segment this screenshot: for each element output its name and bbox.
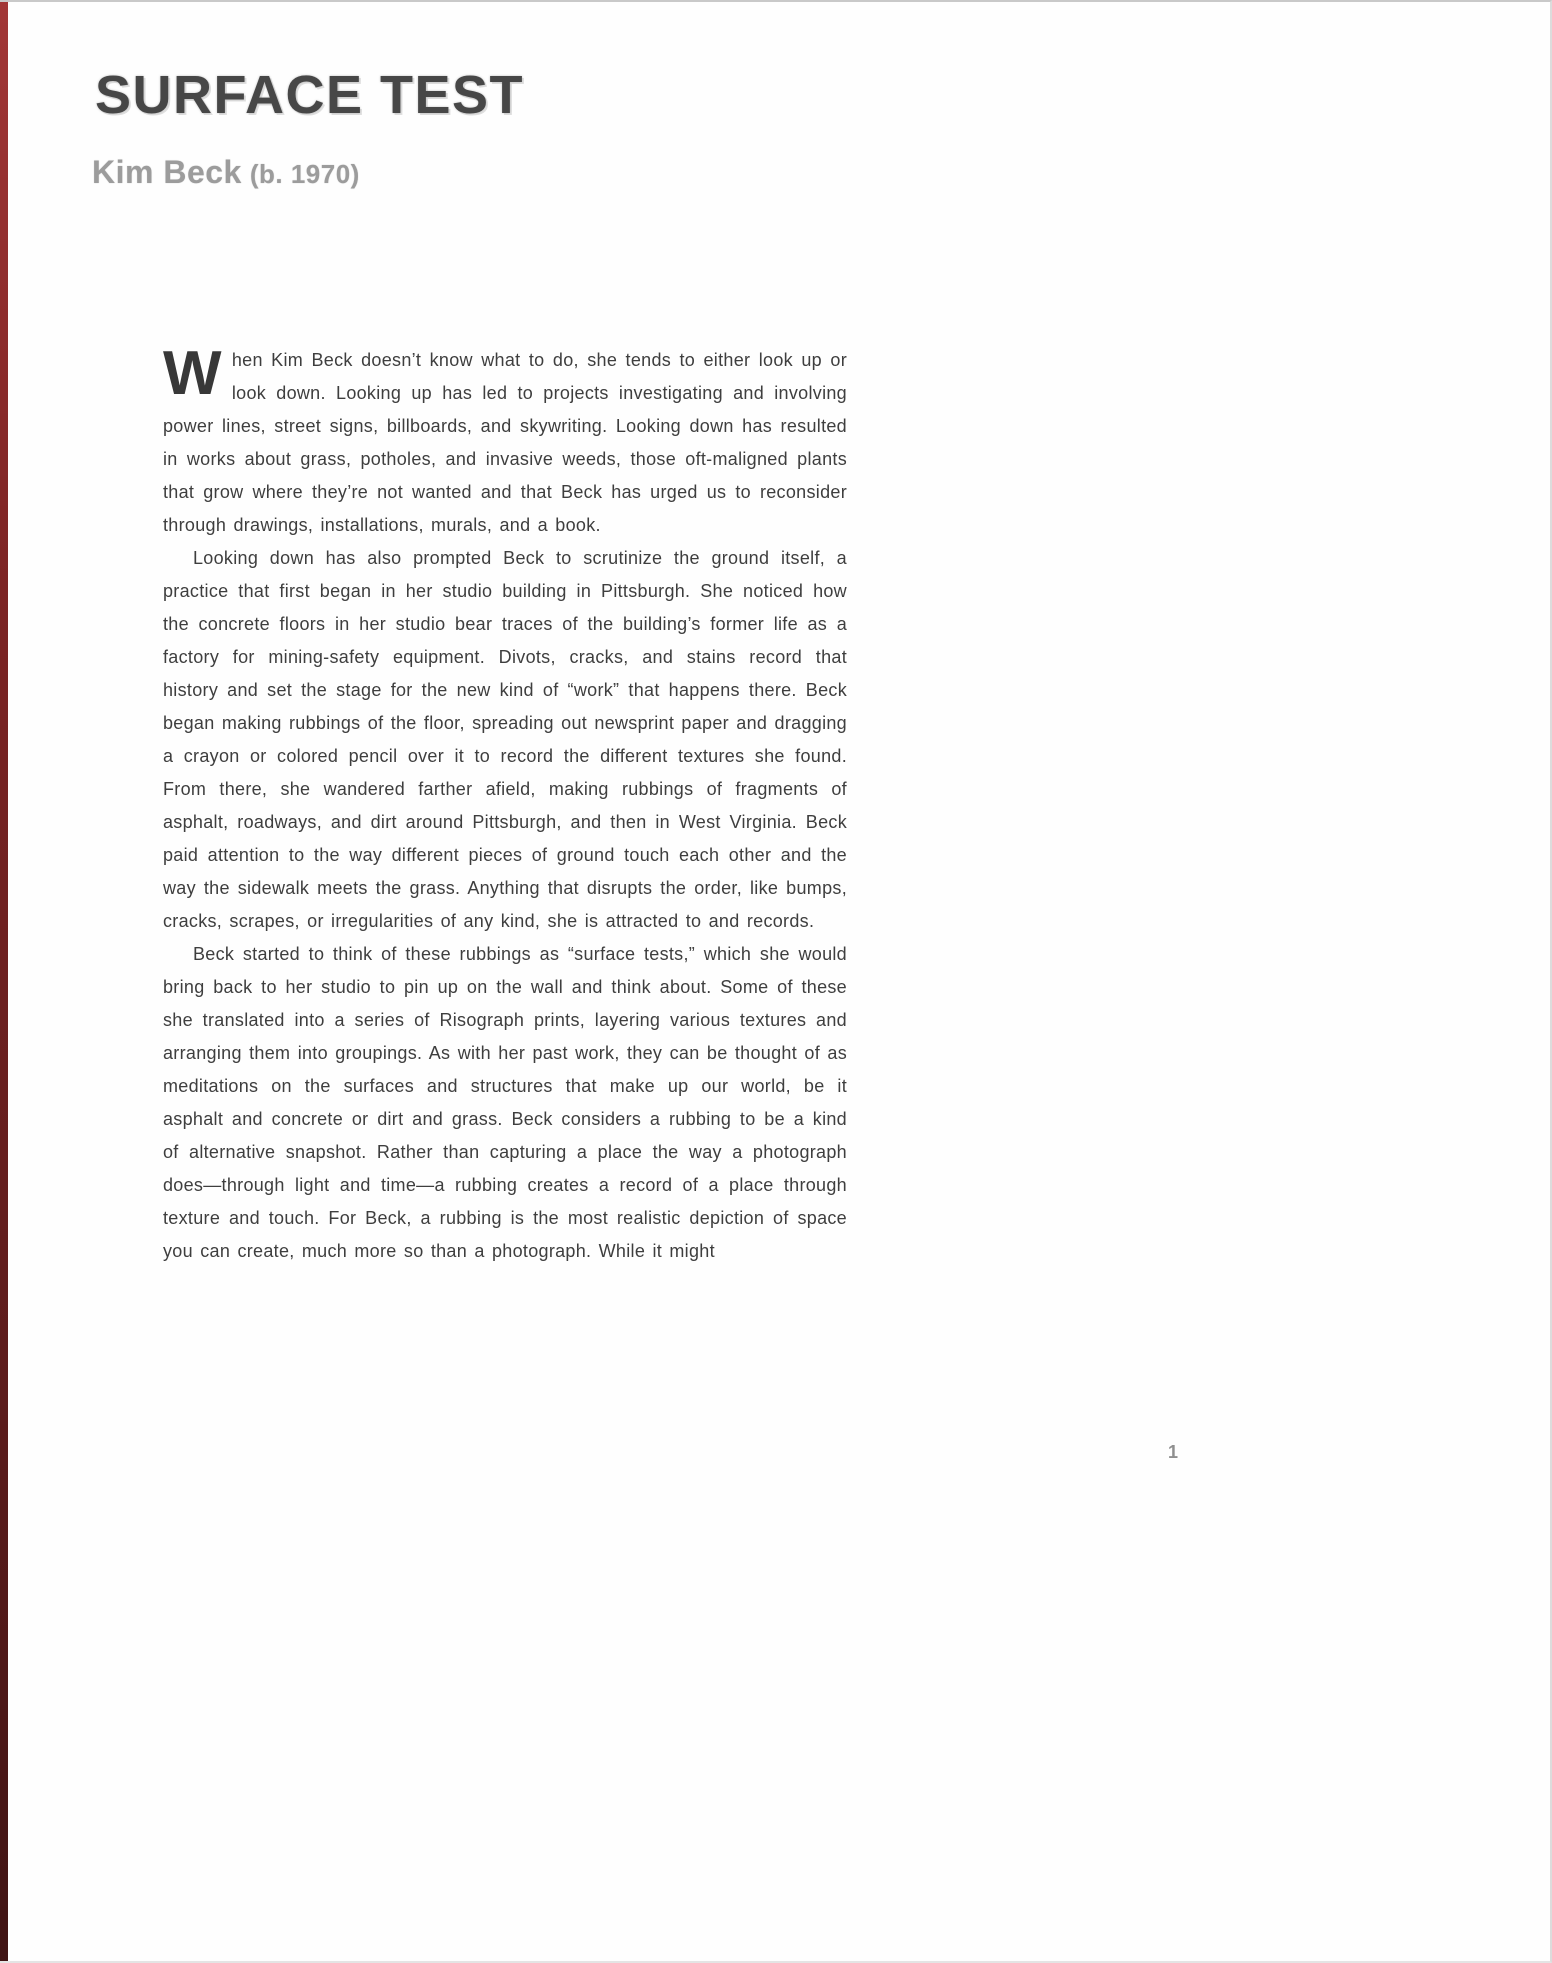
body-paragraph: Beck started to think of these rubbings as “surface tests,” which she would bring back to her studio to pin up on the wall and think about. Some of these she translated into a series of Risograph prints, layering various textures and arranging them into groupings. As with her past work, they can be thought of as meditations on the surfaces and structures that make up our world, be it asphalt and concrete or dirt and grass. Beck considers a rubbing to be a kind of alternative snapshot. Rather than capturing a place the way a photograph does—through light and time—a rubbing creates a record of a place through texture and touch. For Beck, a rubbing is the most realistic depiction of space you can create, much more so than a photograph. While it might [163, 944, 847, 1261]
artist-byline [92, 154, 360, 191]
dropcap-letter: W [163, 339, 222, 408]
artist-name: Kim Beck [92, 154, 242, 190]
artist-birth-year: (b. 1970) [249, 159, 360, 189]
page-number: 1 [1168, 1442, 1179, 1462]
body-paragraph [163, 339, 847, 542]
paragraph-text: hen Kim Beck doesn’t know what to do, she tends to either look up or look down. Looking up has led to projects investigating and involving power lines, street signs, billboards, and skywriting. Looking down has resulted in works about grass, potholes, and invasive weeds, those oft-maligned plants that grow where they’re not wanted and that Beck has urged us to reconsider through drawings, installations, murals, and a book. [163, 350, 847, 535]
body-paragraph: Looking down has also prompted Beck to scrutinize the ground itself, a practice that first began in her studio building in Pittsburgh. She noticed how the concrete floors in her studio bear traces of the building’s former life as a factory for mining-safety equipment. Divots, cracks, and stains record that history and set the stage for the new kind of “work” that happens there. Beck began making rubbings of the floor, spreading out newsprint paper and dragging a crayon or colored pencil over it to record the different textures she found. From there, she wandered farther afield, making rubbings of fragments of asphalt, roadways, and dirt around Pittsburgh, and then in West Virginia. Beck paid attention to the way different pieces of ground touch each other and the way the sidewalk meets the grass. Anything that disrupts the order, like bumps, cracks, scrapes, or irregularities of any kind, she is attracted to and records. [163, 548, 847, 931]
body-text-column [163, 339, 847, 1268]
document-title: SURFACE TEST [95, 65, 525, 125]
title-block [95, 64, 524, 126]
scan-spine-edge-artifact [0, 2, 8, 1961]
